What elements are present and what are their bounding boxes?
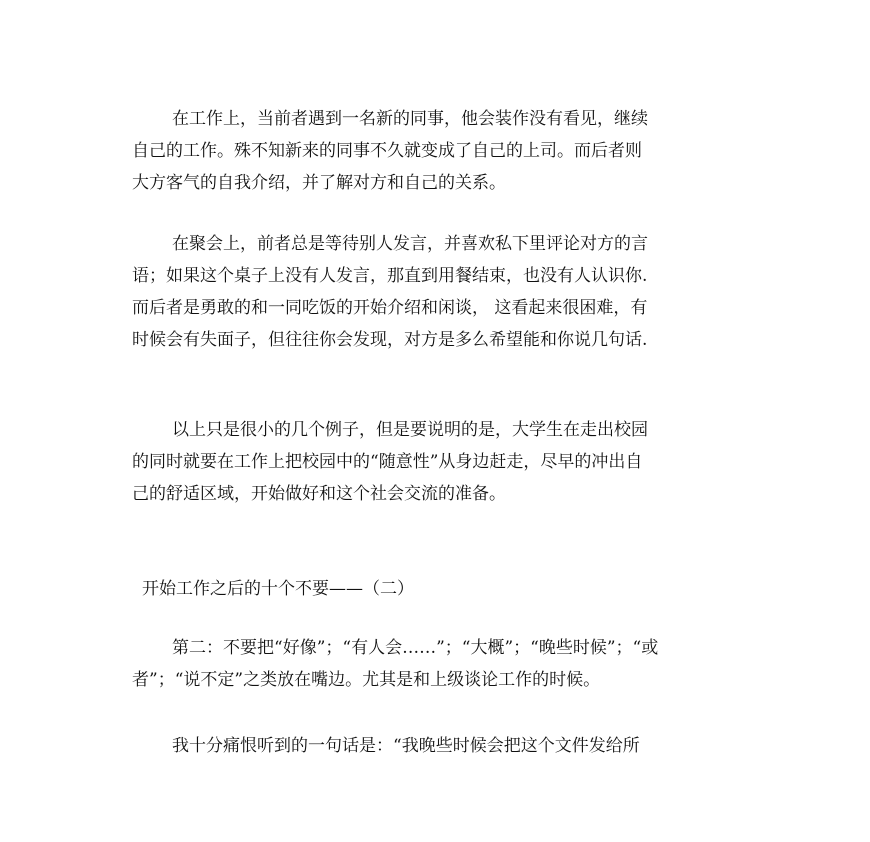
paragraph-gathering: [132, 228, 752, 356]
paragraph-rule-two: [132, 632, 752, 696]
paragraph-first-meeting: [132, 103, 752, 199]
section-heading: 开始工作之后的十个不要——（二）: [142, 579, 414, 599]
text-line: 者”；“说不定”之类放在嘴边。尤其是和上级谈论工作的时候。: [132, 670, 601, 690]
paragraph-quote: [132, 730, 752, 762]
text-line: 大方客气的自我介绍，并了解对方和自己的关系。: [132, 173, 506, 193]
text-line: 自己的工作。殊不知新来的同事不久就变成了自己的上司。而后者则: [132, 141, 642, 161]
text-line: 我十分痛恨听到的一句话是：“我晚些时候会把这个文件发给所: [172, 736, 640, 756]
text-line: 己的舒适区域，开始做好和这个社会交流的准备。: [132, 484, 506, 504]
text-line: 第二：不要把“好像”；“有人会……”；“大概”；“晚些时候”；“或: [172, 638, 659, 658]
text-line: 时候会有失面子，但往往你会发现，对方是多么希望能和你说几句话.: [132, 330, 648, 350]
text-line: 而后者是勇敢的和一同吃饭的开始介绍和闲谈， 这看起来很困难，有: [132, 298, 648, 318]
text-line: 在聚会上，前者总是等待别人发言，并喜欢私下里评论对方的言: [172, 234, 648, 254]
text-line: 在工作上，当前者遇到一名新的同事，他会装作没有看见，继续: [172, 109, 648, 129]
text-line: 语；如果这个桌子上没有人发言，那直到用餐结束，也没有人认识你.: [132, 266, 648, 286]
text-line: 以上只是很小的几个例子，但是要说明的是，大学生在走出校园: [172, 420, 648, 440]
text-line: 的同时就要在工作上把校园中的“随意性”从身边赶走，尽早的冲出自: [132, 452, 643, 472]
paragraph-conclusion: [132, 414, 752, 510]
